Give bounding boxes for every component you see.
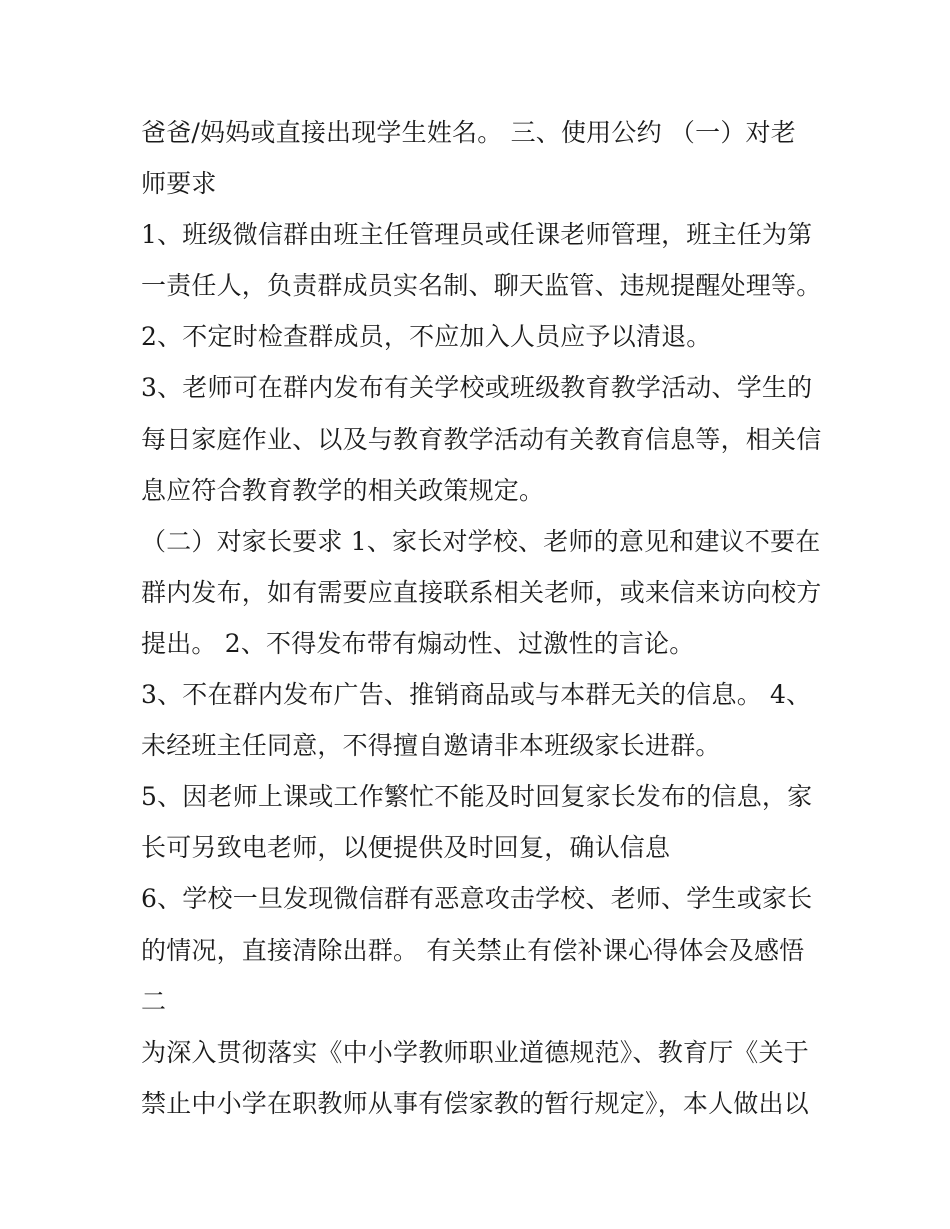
text-line: 每日家庭作业、以及与教育教学活动有关教育信息等，相关信 (141, 424, 822, 454)
text-line: （二）对家长要求 1、家长对学校、老师的意见和建议不要在 (141, 526, 821, 556)
text-line: 2、不定时检查群成员，不应加入人员应予以清退。 (141, 322, 712, 352)
text-line: 3、不在群内发布广告、推销商品或与本群无关的信息。 4、 (141, 680, 812, 710)
document-body (141, 107, 831, 1129)
text-line: 师要求 (141, 169, 217, 199)
text-line: 的情况，直接清除出群。 有关禁止有偿补课心得体会及感悟 (141, 935, 805, 965)
text-line: 长可另致电老师，以便提供及时回复，确认信息 (141, 833, 671, 863)
text-line: 二 (141, 986, 167, 1016)
text-line: 为深入贯彻落实《中小学教师职业道德规范》、教育厅《关于 (141, 1037, 809, 1067)
text-line: 未经班主任同意，不得擅自邀请非本班级家长进群。 (141, 731, 721, 761)
text-line: 爸爸/妈妈或直接出现学生姓名。 三、使用公约 （一）对老 (141, 118, 796, 147)
text-line: 息应符合教育教学的相关政策规定。 (141, 475, 545, 505)
text-line: 提出。 2、不得发布带有煽动性、过激性的言论。 (141, 628, 695, 658)
text-line: 1、班级微信群由班主任管理员或任课老师管理，班主任为第 (141, 220, 813, 250)
text-line: 5、因老师上课或工作繁忙不能及时回复家长发布的信息，家 (141, 782, 813, 812)
text-line: 群内发布，如有需要应直接联系相关老师，或来信来访向校方 (141, 577, 822, 607)
text-line: 6、学校一旦发现微信群有恶意攻击学校、老师、学生或家长 (141, 884, 813, 914)
text-line: 禁止中小学在职教师从事有偿家教的暂行规定》，本人做出以 (141, 1088, 809, 1118)
text-line: 一责任人，负责群成员实名制、聊天监管、违规提醒处理等。 (141, 271, 822, 301)
text-line: 3、老师可在群内发布有关学校或班级教育教学活动、学生的 (141, 373, 813, 403)
